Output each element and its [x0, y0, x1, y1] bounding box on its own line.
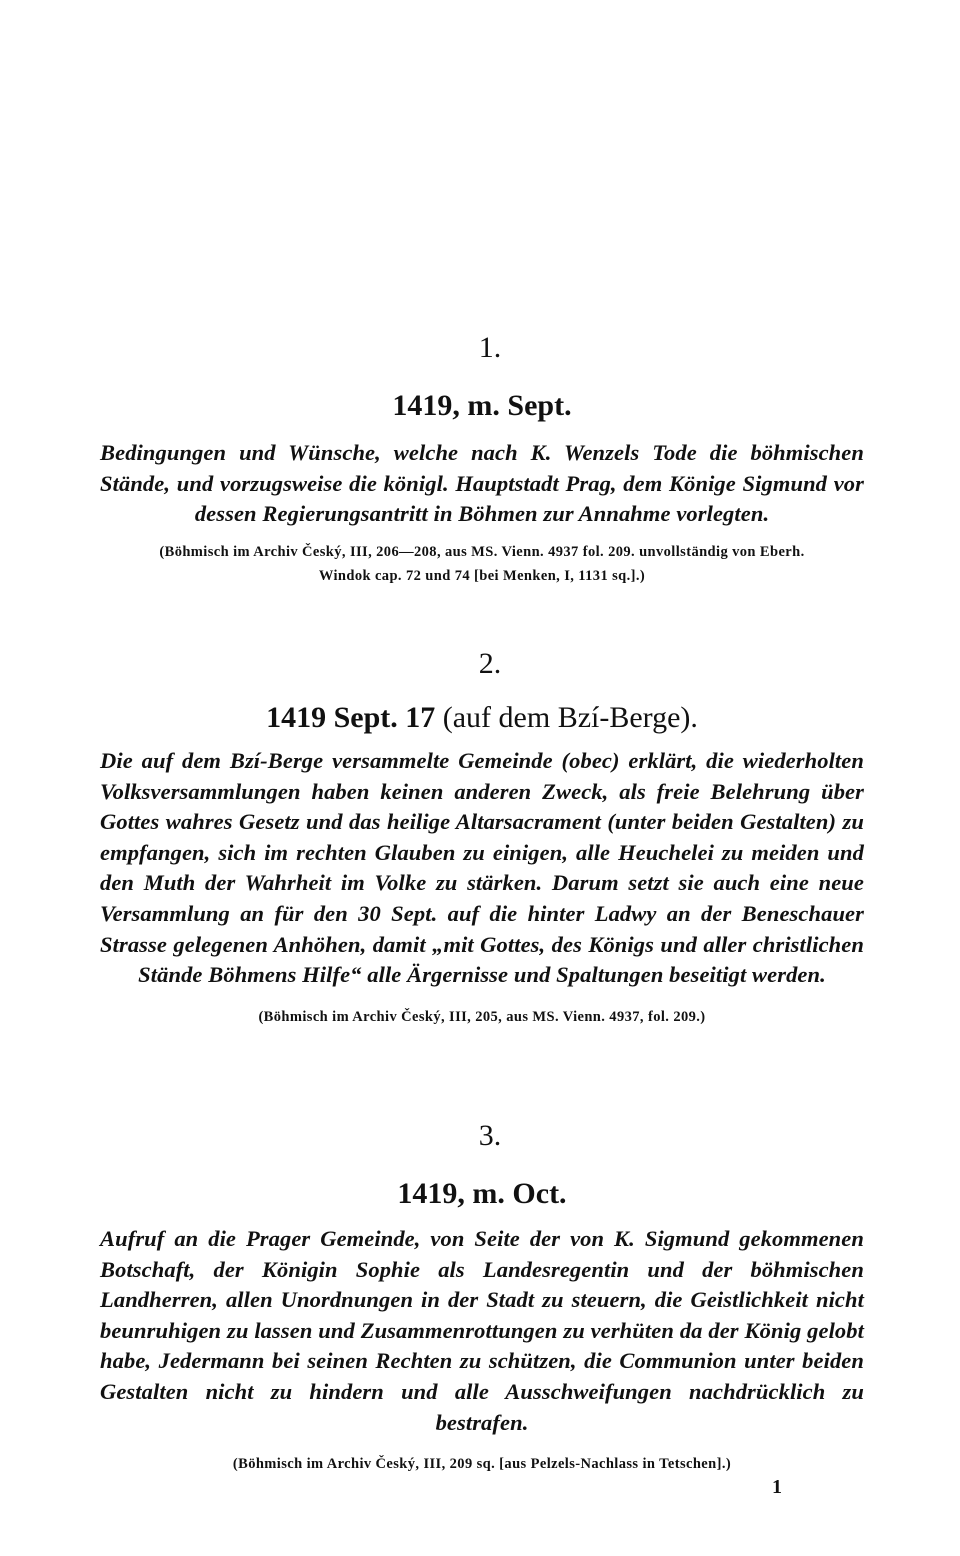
entry-2	[100, 646, 864, 1029]
entry-3	[100, 1118, 864, 1476]
entry-summary: Die auf dem Bzí-Berge versammelte Gemeinde (obec) erklärt, die wiederholten Volksversammlungen haben keinen anderen Zweck, als freie Belehrung über Gottes wahres Gesetz und das heilige Altarsacrament (unter beiden Gestalten) zu empfangen, sich im rechten Glauben zu einigen, alle Heuchelei zu meiden und den Muth der Wahrheit im Volke zu stärken. Darum setzt sie auch eine neue Versammlung an für den 30 Sept. auf die hinter Ladwy an der Beneschauer Strasse gelegenen Anhöhen, damit „mit Gottes, des Königs und aller christlichen Stände Böhmens Hilfe“ alle Ärgernisse und Spaltungen beseitigt werden.	[100, 748, 864, 988]
entry-1	[100, 330, 864, 588]
entry-date	[100, 700, 864, 736]
entry-source: (Böhmisch im Archiv Český, III, 206—208, aus MS. Vienn. 4937 fol. 209. unvollständig von Eberh. Windok cap. 72 und 74 [bei Menken, I, 1131 sq.].)	[159, 543, 805, 584]
entry-number: 1.	[478, 331, 502, 364]
document-page	[100, 0, 864, 1556]
entry-date	[100, 388, 864, 424]
entry-source: (Böhmisch im Archiv Český, III, 209 sq. [aus Pelzels-Nachlass in Tetschen].)	[232, 1456, 732, 1473]
entry-source: (Böhmisch im Archiv Český, III, 205, aus MS. Vienn. 4937, fol. 209.)	[258, 1008, 706, 1025]
entry-date-text: 1419, m. Oct.	[397, 1177, 567, 1210]
entry-number: 2.	[478, 647, 502, 680]
entry-summary: Aufruf an die Prager Gemeinde, von Seite der von K. Sigmund gekommenen Botschaft, der Königin Sophie als Landesregentin und der böhmischen Landherren, allen Unordnungen in der Stadt zu steuern, die Geistlichkeit nicht beunruhigen zu lassen und Zusammenrottungen zu verhüten da der König gelobt habe, Jedermann bei seinen Rechten zu schützen, die Communion unter beiden Gestalten nicht zu hindern und alle Ausschweifungen nachdrücklich zu bestrafen.	[100, 1226, 864, 1435]
entry-date-text: 1419, m. Sept.	[392, 389, 572, 422]
entry-number: 3.	[478, 1119, 502, 1152]
entry-date	[100, 1176, 864, 1212]
entry-date-text: 1419 Sept. 17	[266, 701, 436, 734]
entry-summary: Bedingungen und Wünsche, welche nach K. Wenzels Tode die böhmischen Stände, und vorzugsweise die königl. Hauptstadt Prag, dem Könige Sigmund vor dessen Regierungsantritt in Böhmen zur Annahme vorlegten.	[100, 440, 864, 527]
page-number: 1	[772, 1476, 782, 1498]
entry-date-location: (auf dem Bzí-Berge).	[442, 701, 698, 734]
